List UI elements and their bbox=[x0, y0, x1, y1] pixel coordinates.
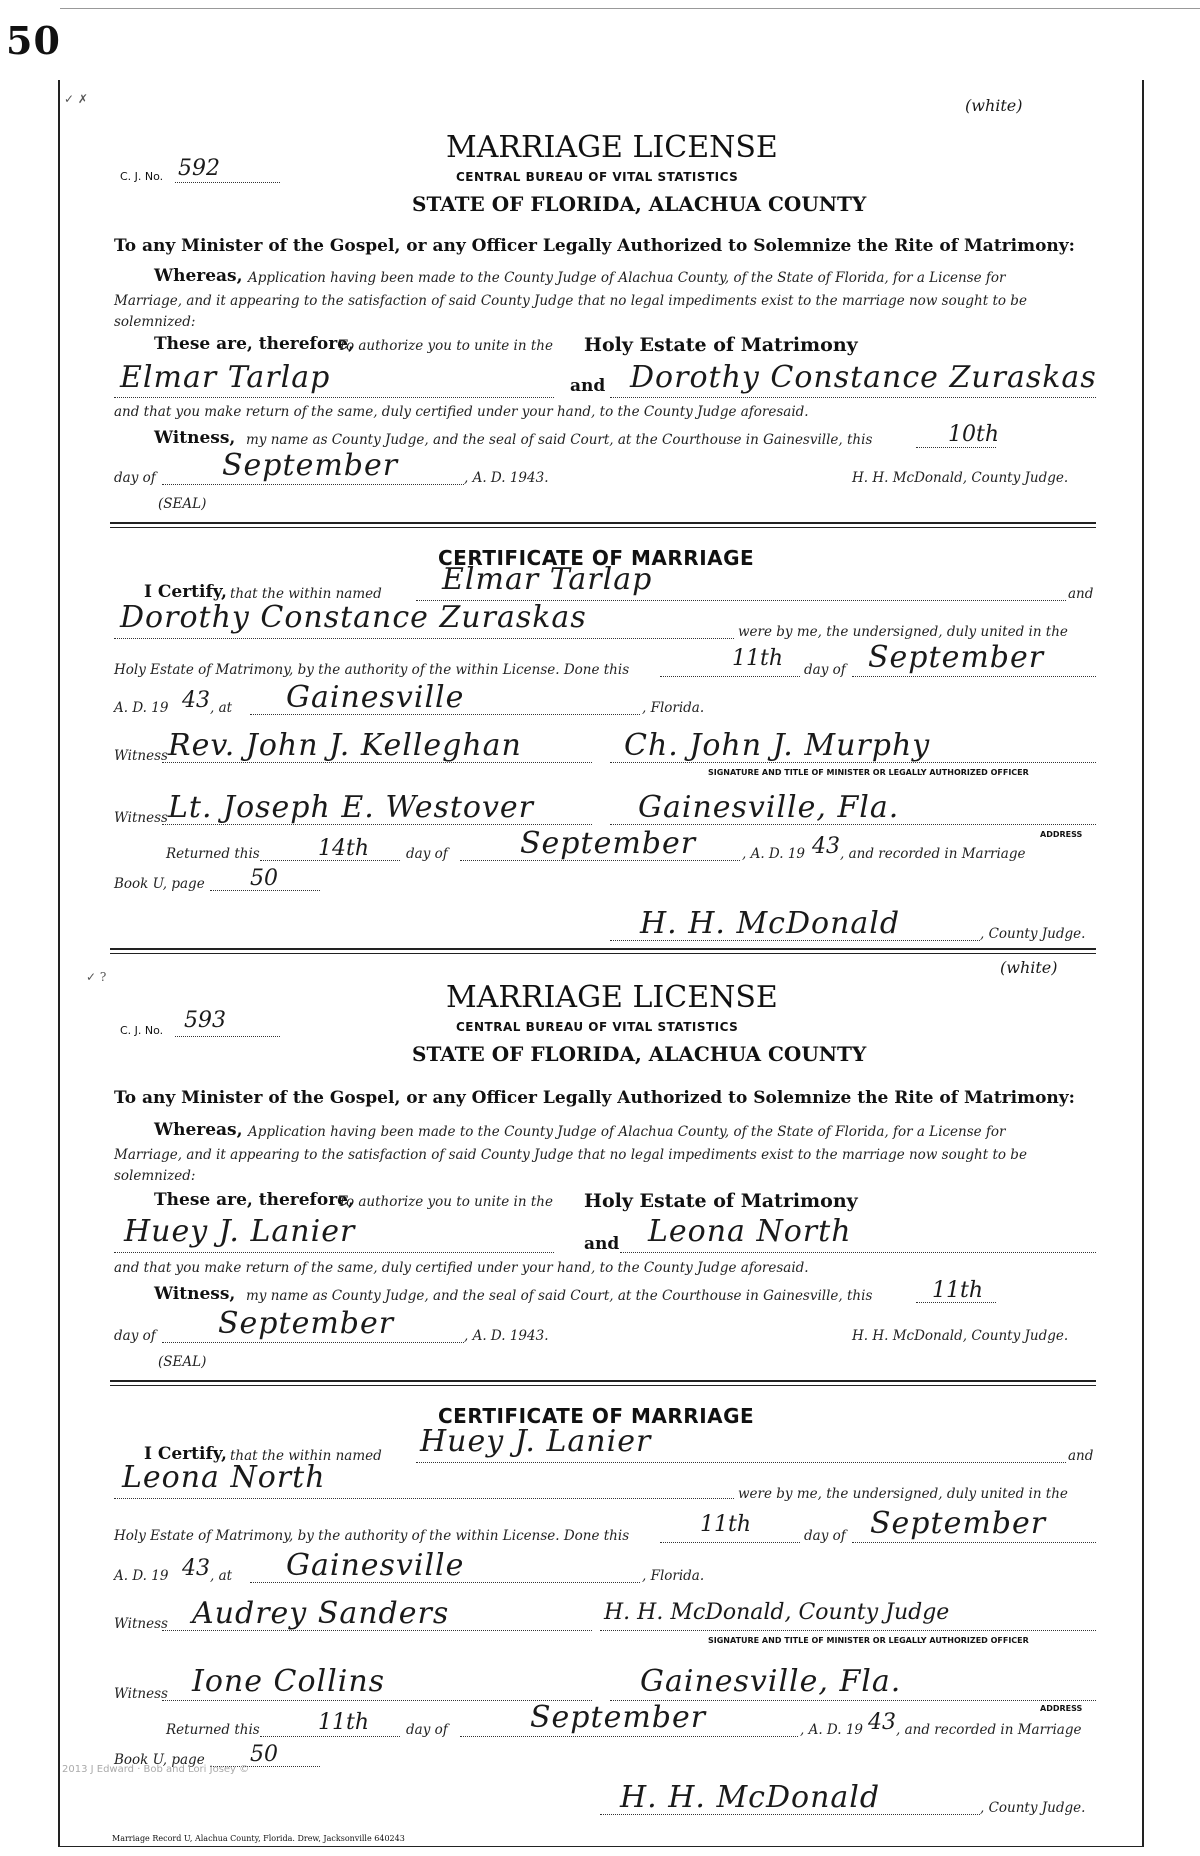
returned-ad: , A. D. 19 bbox=[742, 846, 806, 862]
done-day-of: day of bbox=[804, 1528, 846, 1544]
these-are-text: To authorize you to unite in the bbox=[338, 1194, 553, 1210]
holy-text: Holy Estate of Matrimony, by the authority of the within License. Done this bbox=[114, 1528, 630, 1544]
witness1-label: Witness bbox=[114, 748, 168, 764]
whereas-line-1: Application having been made to the County Judge of Alachua County, of the State of Florida, for a License for bbox=[248, 1124, 1006, 1140]
cert-bride: Leona North bbox=[122, 1460, 326, 1495]
united-text: were by me, the undersigned, duly united in the bbox=[738, 624, 1068, 640]
cert-groom: Huey J. Lanier bbox=[420, 1424, 652, 1459]
witness1-name: Audrey Sanders bbox=[192, 1596, 450, 1631]
form-footer: Marriage Record U, Alachua County, Florida. Drew, Jacksonville 640243 bbox=[112, 1834, 405, 1843]
page-number: 50 bbox=[6, 18, 61, 63]
bride-name: Leona North bbox=[648, 1214, 852, 1249]
ad-label: A. D. 19 bbox=[114, 700, 169, 716]
book-label: Book U, page bbox=[114, 876, 205, 892]
day-of-label: day of bbox=[114, 1328, 156, 1344]
these-are-text: To authorize you to unite in the bbox=[338, 338, 553, 354]
state-county: STATE OF FLORIDA, ALACHUA COUNTY bbox=[412, 192, 867, 216]
returned-label: Returned this bbox=[166, 846, 260, 862]
license-month: September bbox=[218, 1306, 395, 1341]
county-judge-label: , County Judge. bbox=[980, 1800, 1086, 1816]
certificate-title: CERTIFICATE OF MARRIAGE bbox=[438, 546, 755, 570]
officer-address: Gainesville, Fla. bbox=[638, 790, 900, 825]
cert-bride: Dorothy Constance Zuraskas bbox=[120, 600, 587, 635]
whereas-line-2: Marriage, and it appearing to the satisfaction of said County Judge that no legal impediments exist to the marriage now sought to be bbox=[114, 293, 1027, 309]
whereas-line-3: solemnized: bbox=[114, 1168, 196, 1184]
cert-groom: Elmar Tarlap bbox=[442, 562, 653, 597]
these-are-label: These are, therefore, bbox=[154, 334, 354, 354]
minister-signature: Ch. John J. Murphy bbox=[624, 728, 931, 763]
whereas-label: Whereas, bbox=[154, 266, 243, 286]
judge-signature: H. H. McDonald bbox=[620, 1780, 881, 1815]
witness2-label: Witness bbox=[114, 1686, 168, 1702]
holy-text: Holy Estate of Matrimony, by the authority of the within License. Done this bbox=[114, 662, 630, 678]
done-day: 11th bbox=[732, 646, 784, 671]
done-month: September bbox=[870, 1506, 1047, 1541]
at-label: , at bbox=[210, 700, 233, 716]
place: Gainesville bbox=[286, 1548, 465, 1583]
done-month: September bbox=[868, 640, 1045, 675]
certify-label: I Certify, bbox=[144, 582, 227, 602]
done-day-of: day of bbox=[804, 662, 846, 678]
and-word: and bbox=[570, 376, 606, 396]
place: Gainesville bbox=[286, 680, 465, 715]
united-text: were by me, the undersigned, duly united in the bbox=[738, 1486, 1068, 1502]
book-page: 50 bbox=[250, 866, 278, 891]
returned-year: 43 bbox=[868, 1710, 896, 1735]
judge-signature: H. H. McDonald bbox=[640, 906, 901, 941]
sig-caption: SIGNATURE AND TITLE OF MINISTER OR LEGALLY AUTHORIZED OFFICER bbox=[708, 1636, 1029, 1645]
whereas-label: Whereas, bbox=[154, 1120, 243, 1140]
license-year: , A. D. 1943. bbox=[464, 1328, 549, 1344]
these-are-label: These are, therefore, bbox=[154, 1190, 354, 1210]
recorded-text: , and recorded in Marriage bbox=[840, 846, 1026, 862]
witness1-label: Witness bbox=[114, 1616, 168, 1632]
and-word: and bbox=[584, 1234, 620, 1254]
day-of-label: day of bbox=[114, 470, 156, 486]
judge-print: H. H. McDonald, County Judge. bbox=[852, 470, 1069, 486]
color-note: (white) bbox=[1000, 958, 1058, 977]
certify-text: that the within named bbox=[230, 1448, 382, 1464]
witness-label: Witness, bbox=[154, 428, 236, 448]
bride-name: Dorothy Constance Zuraskas bbox=[630, 360, 1097, 395]
done-year: 43 bbox=[182, 1556, 210, 1581]
address-caption: ADDRESS bbox=[1040, 830, 1083, 839]
at-label: , at bbox=[210, 1568, 233, 1584]
certify-text: that the within named bbox=[230, 586, 382, 602]
seal-label: (SEAL) bbox=[158, 1354, 207, 1370]
license-day: 11th bbox=[932, 1278, 984, 1303]
returned-year: 43 bbox=[812, 834, 840, 859]
return-text: and that you make return of the same, duly certified under your hand, to the County Judge aforesaid. bbox=[114, 404, 809, 420]
book-page: 50 bbox=[250, 1742, 278, 1767]
state-county: STATE OF FLORIDA, ALACHUA COUNTY bbox=[412, 1042, 867, 1066]
whereas-line-1: Application having been made to the County Judge of Alachua County, of the State of Florida, for a License for bbox=[248, 270, 1006, 286]
returned-label: Returned this bbox=[166, 1722, 260, 1738]
whereas-line-3: solemnized: bbox=[114, 314, 196, 330]
returned-month: September bbox=[530, 1700, 707, 1735]
cert-and: and bbox=[1068, 586, 1094, 602]
check-mark-icon-2: ✓ ? bbox=[86, 970, 107, 984]
witness2-name: Ione Collins bbox=[192, 1664, 386, 1699]
to-any-minister: To any Minister of the Gospel, or any Officer Legally Authorized to Solemnize the Rite of Matrimony: bbox=[114, 1088, 1075, 1108]
witness-text: my name as County Judge, and the seal of said Court, at the Courthouse in Gainesville, this bbox=[246, 432, 873, 448]
license-year: , A. D. 1943. bbox=[464, 470, 549, 486]
whereas-line-2: Marriage, and it appearing to the satisfaction of said County Judge that no legal impediments exist to the marriage now sought to be bbox=[114, 1147, 1027, 1163]
cj-label: C. J. No. bbox=[120, 170, 164, 183]
florida-label: , Florida. bbox=[642, 700, 705, 716]
to-any-minister: To any Minister of the Gospel, or any Officer Legally Authorized to Solemnize the Rite of Matrimony: bbox=[114, 236, 1075, 256]
seal-label: (SEAL) bbox=[158, 496, 207, 512]
sig-caption: SIGNATURE AND TITLE OF MINISTER OR LEGALLY AUTHORIZED OFFICER bbox=[708, 768, 1029, 777]
groom-name: Elmar Tarlap bbox=[120, 360, 331, 395]
returned-day: 14th bbox=[318, 836, 370, 861]
cj-label: C. J. No. bbox=[120, 1024, 164, 1037]
cj-number: 592 bbox=[178, 156, 220, 181]
returned-month: September bbox=[520, 826, 697, 861]
color-note: (white) bbox=[965, 96, 1023, 115]
check-mark-icon: ✓ ✗ bbox=[64, 92, 88, 106]
ad-label: A. D. 19 bbox=[114, 1568, 169, 1584]
groom-name: Huey J. Lanier bbox=[124, 1214, 356, 1249]
top-edge-line bbox=[60, 8, 1200, 9]
witness-label: Witness, bbox=[154, 1284, 236, 1304]
recorded-text: , and recorded in Marriage bbox=[896, 1722, 1082, 1738]
witness2-label: Witness bbox=[114, 810, 168, 826]
license-title: MARRIAGE LICENSE bbox=[446, 980, 778, 1015]
certify-label: I Certify, bbox=[144, 1444, 227, 1464]
cert-and: and bbox=[1068, 1448, 1094, 1464]
license-title: MARRIAGE LICENSE bbox=[446, 130, 778, 165]
minister-signature: H. H. McDonald, County Judge bbox=[604, 1600, 950, 1625]
officer-address: Gainesville, Fla. bbox=[640, 1664, 902, 1699]
cj-number: 593 bbox=[184, 1008, 226, 1033]
florida-label: , Florida. bbox=[642, 1568, 705, 1584]
bureau-name: CENTRAL BUREAU OF VITAL STATISTICS bbox=[456, 170, 739, 184]
returned-day-of: day of bbox=[406, 846, 448, 862]
bureau-name: CENTRAL BUREAU OF VITAL STATISTICS bbox=[456, 1020, 739, 1034]
returned-day: 11th bbox=[318, 1710, 370, 1735]
license-day: 10th bbox=[948, 422, 1000, 447]
witness1-name: Rev. John J. Kelleghan bbox=[168, 728, 522, 763]
judge-print: H. H. McDonald, County Judge. bbox=[852, 1328, 1069, 1344]
certificate-title: CERTIFICATE OF MARRIAGE bbox=[438, 1404, 755, 1428]
returned-ad: , A. D. 19 bbox=[800, 1722, 864, 1738]
license-month: September bbox=[222, 448, 399, 483]
watermark: 2013 J Edward · Bob and Lori Josey © bbox=[62, 1764, 250, 1775]
address-caption: ADDRESS bbox=[1040, 1704, 1083, 1713]
done-day: 11th bbox=[700, 1512, 752, 1537]
holy-estate: Holy Estate of Matrimony bbox=[584, 1190, 858, 1212]
county-judge-label: , County Judge. bbox=[980, 926, 1086, 942]
book-label: Book U, page bbox=[114, 1752, 205, 1768]
witness-text: my name as County Judge, and the seal of said Court, at the Courthouse in Gainesville, this bbox=[246, 1288, 873, 1304]
holy-estate: Holy Estate of Matrimony bbox=[584, 334, 858, 356]
witness2-name: Lt. Joseph E. Westover bbox=[168, 790, 535, 825]
return-text: and that you make return of the same, duly certified under your hand, to the County Judge aforesaid. bbox=[114, 1260, 809, 1276]
returned-day-of: day of bbox=[406, 1722, 448, 1738]
done-year: 43 bbox=[182, 688, 210, 713]
